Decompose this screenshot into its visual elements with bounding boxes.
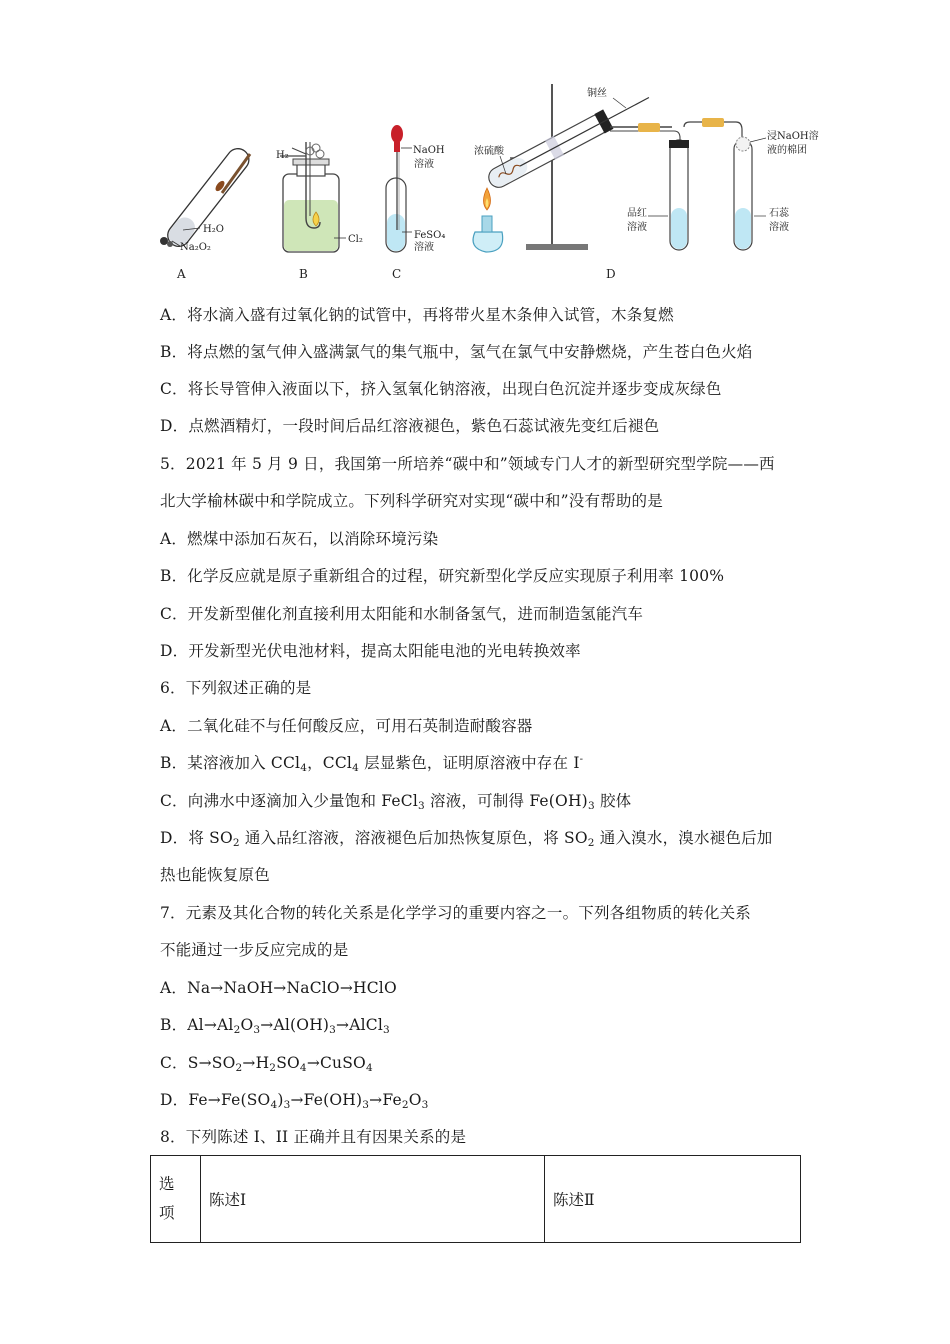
- apparatus-a: [160, 144, 253, 281]
- label-cotton-2: 液的棉团: [767, 145, 807, 156]
- q6-option-d: D．将 $SO_2$ 通入品红溶液，溶液褪色后加热恢复原色，将 $SO_2$ 通入溴水，溴水褪色后加: [160, 829, 773, 849]
- apparatus-d: [473, 84, 819, 281]
- q8-table: [150, 1155, 801, 1243]
- label-b: B: [299, 267, 308, 281]
- q7-option-d: D．$Fe\to Fe(SO_4)_3\to Fe(OH)_3\to Fe_2O_3$: [160, 1091, 429, 1111]
- q7-stem-line2: 不能通过一步反应完成的是: [160, 941, 349, 959]
- label-feso4: FeSO₄: [414, 230, 446, 241]
- apparatus-c: [386, 125, 445, 281]
- q5-option-d: D．开发新型光伏电池材料，提高太阳能电池的光电转换效率: [160, 642, 581, 660]
- apparatus-b: [276, 142, 363, 281]
- label-feso4-solution: 溶液: [414, 242, 434, 253]
- apparatus-figure: [150, 78, 850, 288]
- label-pinhong: 品红: [627, 208, 647, 219]
- label-h2o: H₂O: [203, 224, 224, 235]
- q7-option-a: A．Na→NaOH→NaClO→HClO: [160, 979, 397, 997]
- label-na2o2: Na₂O₂: [180, 242, 211, 253]
- label-naoh-solution: 溶液: [414, 159, 434, 170]
- q6-option-d-cont: 热也能恢复原色: [160, 866, 270, 884]
- q5-option-b: B．化学反应就是原子重新组合的过程，研究新型化学反应实现原子利用率 100%: [160, 567, 725, 585]
- q5-option-a: A．燃煤中添加石灰石，以消除环境污染: [160, 530, 439, 548]
- q8-stem: 8．下列陈述 I、II 正确并且有因果关系的是: [160, 1128, 467, 1146]
- q5-stem-line1: 5．2021 年 5 月 9 日，我国第一所培养“碳中和”领域专门人才的新型研究型学院——西: [160, 455, 775, 473]
- label-copper-wire: 铜丝: [587, 88, 607, 99]
- label-conc-acid: 浓硫酸: [474, 146, 504, 157]
- label-h2: H₂: [276, 150, 289, 161]
- q5-stem-line2: 北大学榆林碳中和学院成立。下列科学研究对实现“碳中和”没有帮助的是: [160, 492, 663, 510]
- q6-stem: 6．下列叙述正确的是: [160, 679, 312, 697]
- label-shirui: 石蕊: [769, 208, 789, 219]
- label-pinhong-solution: 溶液: [627, 222, 647, 233]
- q6-option-b: B．某溶液加入 CCl$_4$，CCl$_4$ 层显紫色，证明原溶液中存在 I-: [160, 754, 584, 774]
- table-header-statement-1: 陈述Ⅰ: [201, 1156, 545, 1243]
- q6-option-c: C．向沸水中逐滴加入少量饱和 FeCl$_3$ 溶液，可制得 $Fe(OH)_3$ 胶体: [160, 792, 632, 812]
- q4-option-b: B．将点燃的氢气伸入盛满氯气的集气瓶中，氢气在氯气中安静燃烧，产生苍白色火焰: [160, 343, 753, 361]
- label-cotton-1: 浸NaOH溶: [767, 131, 819, 142]
- table-header-option: 选 项: [151, 1156, 201, 1243]
- label-shirui-solution: 溶液: [769, 222, 789, 233]
- q7-option-c: C．$S\to SO_2\to H_2SO_4\to CuSO_4$: [160, 1054, 373, 1074]
- label-a: A: [177, 267, 186, 281]
- q6-option-a: A．二氧化硅不与任何酸反应，可用石英制造耐酸容器: [160, 717, 533, 735]
- label-cl2: Cl₂: [348, 234, 363, 245]
- label-c: C: [392, 267, 402, 281]
- q4-option-c: C．将长导管伸入液面以下，挤入氢氧化钠溶液，出现白色沉淀并逐步变成灰绿色: [160, 380, 722, 398]
- label-d: D: [606, 267, 616, 281]
- table-header-row: [151, 1156, 801, 1243]
- q7-stem-line1: 7．元素及其化合物的转化关系是化学学习的重要内容之一。下列各组物质的转化关系: [160, 904, 751, 922]
- table-header-statement-2: 陈述Ⅱ: [545, 1156, 801, 1243]
- label-naoh: NaOH: [413, 145, 445, 156]
- q4-option-a: A．将水滴入盛有过氧化钠的试管中，再将带火星木条伸入试管，木条复燃: [160, 306, 674, 324]
- q4-option-d: D．点燃酒精灯，一段时间后品红溶液褪色，紫色石蕊试液先变红后褪色: [160, 417, 660, 435]
- q5-option-c: C．开发新型催化剂直接利用太阳能和水制备氢气，进而制造氢能汽车: [160, 605, 644, 623]
- q7-option-b: B．$Al\to Al_2O_3\to Al(OH)_3\to AlCl_3$: [160, 1016, 390, 1036]
